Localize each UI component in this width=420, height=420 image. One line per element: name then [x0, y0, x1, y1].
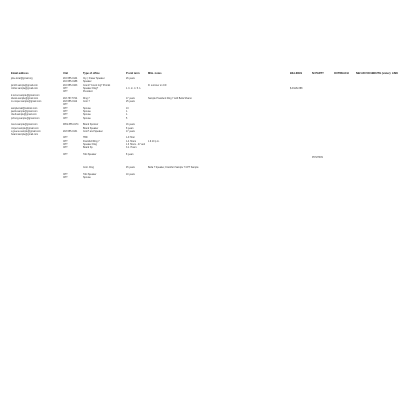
- table-cell[interactable]: CPT: [63, 153, 68, 156]
- table-cell[interactable]: m.cooper.sample@gmail.com: [11, 101, 42, 104]
- table-cell[interactable]: 8 years: [126, 153, 134, 156]
- table-cell[interactable]: CPT: [63, 117, 68, 120]
- table-cell[interactable]: rmiller.sample@gmail.com: [11, 87, 38, 90]
- table-cell[interactable]: 3.1. Hours: [126, 147, 137, 150]
- table-row[interactable]: [0, 395, 420, 398]
- table-cell[interactable]: 218-555-0131: [63, 130, 78, 133]
- table-cell[interactable]: Tobi Speaker: [83, 173, 97, 176]
- table-cell[interactable]: CPT: [63, 87, 68, 90]
- table-cell[interactable]: Spouse: [83, 107, 91, 110]
- table-cell[interactable]: Brand Speaker: [83, 127, 99, 130]
- table-cell[interactable]: CPT: [63, 140, 68, 143]
- table-cell[interactable]: hward.sample@gmail.com: [11, 134, 39, 137]
- table-cell[interactable]: jwells.sample@gmail.com: [11, 111, 38, 113]
- table-cell[interactable]: $ ASVE #88: [290, 87, 303, 90]
- table-cell[interactable]: Cty. | Fraser Speaker: [83, 78, 105, 80]
- table-cell[interactable]: 1.: [126, 111, 128, 113]
- table-cell[interactable]: POSITION: [312, 157, 323, 160]
- table-cell[interactable]: 8 years: [126, 127, 134, 130]
- table-cell[interactable]: 1-4 Hours: [126, 140, 137, 143]
- table-cell[interactable]: dlewis.sample@gmail.com: [11, 97, 39, 100]
- table-cell[interactable]: CPT: [63, 173, 68, 176]
- table-cell[interactable]: 25 years: [126, 101, 135, 104]
- table-cell[interactable]: nbell.sample@gmail.com: [11, 114, 37, 117]
- column-header[interactable]: BILLINGS: [290, 72, 303, 75]
- table-cell[interactable]: Speaker Ding?: [83, 87, 99, 90]
- table-cell[interactable]: 45 years: [126, 167, 135, 170]
- table-cell[interactable]: 1-9 Hour: [126, 137, 135, 140]
- column-header[interactable]: Unit: [63, 72, 69, 75]
- table-cell[interactable]: CPT: [63, 111, 68, 113]
- table-cell[interactable]: Sample President Ding 7 with Bella Shamo: [148, 97, 192, 100]
- table-cell[interactable]: 1.: [126, 114, 128, 117]
- table-cell[interactable]: 216-555-0188: [63, 81, 78, 84]
- table-cell[interactable]: 13: [126, 107, 129, 110]
- table-cell[interactable]: 218-767-5714: [63, 97, 78, 100]
- table-cell[interactable]: pchung.sample@gmail.com: [11, 117, 40, 120]
- table-cell[interactable]: 17 years: [126, 130, 135, 133]
- table-cell[interactable]: Tobi Speaker: [83, 153, 97, 156]
- table-cell[interactable]: Spouse: [83, 114, 91, 117]
- table-cell[interactable]: v.greene.sample@gmail.com: [11, 130, 41, 133]
- table-cell[interactable]: 216-555-0103: [63, 84, 78, 87]
- table-cell[interactable]: R. summer on CD: [148, 84, 167, 87]
- table-cell[interactable]: Brand Sponsor: [83, 124, 99, 127]
- table-cell[interactable]: Spouse: [83, 117, 91, 120]
- column-header[interactable]: Type of office: [83, 72, 100, 75]
- column-header[interactable]: NB/ AD FOCAL: [356, 72, 375, 75]
- column-header[interactable]: YOUTH (sister): [372, 72, 391, 75]
- table-cell[interactable]: Frankfurt/Ding 7: [83, 140, 100, 143]
- table-cell[interactable]: President: [83, 91, 93, 94]
- table-cell[interactable]: CPT: [63, 107, 68, 110]
- table-cell[interactable]: jsmith.sample@gmail.com: [11, 84, 38, 87]
- table-cell[interactable]: Spouse: [83, 177, 91, 179]
- table-cell[interactable]: Cont? and Speaker: [83, 130, 103, 133]
- table-cell[interactable]: 10 years: [126, 173, 135, 176]
- table-cell[interactable]: Ding 7: [83, 97, 90, 100]
- table-cell[interactable]: 17 years: [126, 97, 135, 100]
- table-cell[interactable]: Bella 7 Speaker, Frankfurt Sample 7 CPT Sample: [148, 167, 199, 170]
- table-cell[interactable]: 16 years: [126, 124, 135, 127]
- column-header[interactable]: OUTREACH: [334, 72, 349, 75]
- table-cell[interactable]: rivers.sample@gmail.com: [11, 124, 38, 127]
- table-cell[interactable]: 26 years: [126, 78, 135, 80]
- table-cell[interactable]: Speaker Ding: [83, 144, 97, 146]
- column-header[interactable]: LINK: [392, 72, 399, 75]
- column-header[interactable]: Email address: [11, 72, 29, 75]
- table-cell[interactable]: CPT: [63, 91, 68, 94]
- table-cell[interactable]: jdoe.local@gmail.org: [11, 78, 33, 80]
- table-cell[interactable]: Spouse: [83, 111, 91, 113]
- table-cell[interactable]: CPT: [63, 147, 68, 150]
- table-cell[interactable]: 1. b. in. 4. 5. 1.: [126, 87, 142, 90]
- table-cell[interactable]: 5: [126, 117, 128, 120]
- column-header[interactable]: N/ PARTY: [312, 72, 324, 75]
- table-cell[interactable]: t.lopez.sample@gmail.com: [11, 127, 39, 130]
- table-cell[interactable]: CPT: [63, 144, 68, 146]
- table-cell[interactable]: 218-555-0112: [63, 101, 78, 104]
- table-cell[interactable]: CPT: [63, 114, 68, 117]
- table-cell[interactable]: CPT: [63, 177, 68, 179]
- table-cell[interactable]: Cont 7: [83, 101, 90, 104]
- table-cell[interactable]: 216-555-0144: [63, 78, 78, 80]
- column-header[interactable]: Mlm. notes: [148, 72, 162, 75]
- table-cell[interactable]: Count? Count Ing? Promkt: [83, 84, 111, 87]
- table-cell[interactable]: Cont. Ding: [83, 167, 94, 170]
- table-cell[interactable]: MSS-555-0174: [63, 124, 79, 127]
- table-cell[interactable]: 1.9.10 p.m.: [148, 140, 160, 143]
- table-cell[interactable]: TBD: [83, 137, 88, 140]
- table-cell[interactable]: CPT: [63, 137, 68, 140]
- table-cell[interactable]: Speaker: [83, 81, 92, 84]
- table-cell[interactable]: CPT: [63, 104, 68, 107]
- table-cell[interactable]: 1.3 Hours - 47 and: [126, 144, 146, 146]
- column-header[interactable]: P unit term: [126, 72, 140, 75]
- table-cell[interactable]: k.turner.sample@gmail.com: [11, 94, 40, 97]
- table-cell[interactable]: samplemail@outlook.com: [11, 107, 38, 110]
- table-cell[interactable]: Board Sp.: [83, 147, 94, 150]
